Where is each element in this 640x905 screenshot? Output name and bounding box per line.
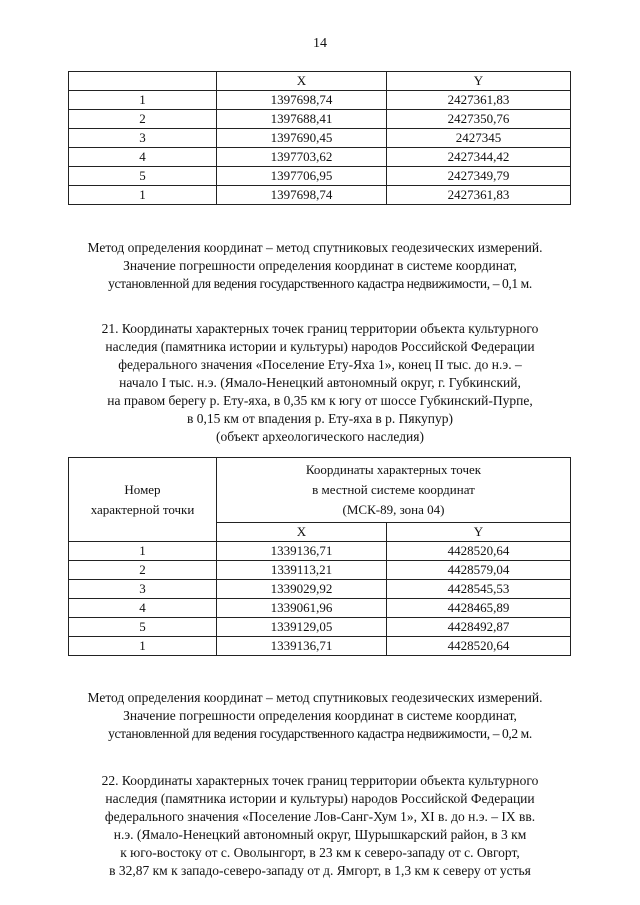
- coordinates-table-2: [68, 457, 571, 656]
- table-row: [69, 91, 571, 110]
- method-line-3: установленной для ведения государственного кадастра недвижимости, – 0,2 м.: [108, 726, 532, 741]
- method-line-3: установленной для ведения государственного кадастра недвижимости, – 0,1 м.: [108, 276, 532, 291]
- y-value: 4428520,64: [387, 637, 571, 656]
- heading-line: федерального значения «Поселение Лов-Санг-Хум 1», XI в. до н.э. – IX вв.: [104, 809, 536, 824]
- header-cell-y: Y: [387, 523, 571, 542]
- section-21-heading: [0, 320, 640, 446]
- table-row: [69, 148, 571, 167]
- y-value: 2427345: [387, 129, 571, 148]
- table-row: [69, 561, 571, 580]
- x-value: 1397698,74: [217, 91, 387, 110]
- point-number-header-line-2: характерной точки: [90, 501, 195, 517]
- table-row: [69, 167, 571, 186]
- x-value: 1339136,71: [217, 637, 387, 656]
- x-value: 1339061,96: [217, 599, 387, 618]
- point-number: 4: [69, 148, 217, 167]
- heading-line: на правом берегу р. Ету-яха, в 0,35 км к югу от шоссе Губкинский-Пурпе,: [107, 393, 533, 408]
- heading-line: н.э. (Ямало-Ненецкий автономный округ, Шурышкарский район, в 3 км: [113, 827, 527, 842]
- x-value: 1339029,92: [217, 580, 387, 599]
- y-value: 4428492,87: [387, 618, 571, 637]
- method-line-2: Значение погрешности определения координат в системе координат,: [123, 258, 517, 273]
- y-value: 2427344,42: [387, 148, 571, 167]
- coordinates-group-header: [217, 458, 571, 523]
- heading-line: в 32,87 км к западо-северо-западу от д. Ямгорт, в 1,3 км к северу от устья: [109, 863, 531, 878]
- heading-line: наследия (памятника истории и культуры) народов Российской Федерации: [105, 339, 535, 354]
- point-number: 5: [69, 167, 217, 186]
- point-number-header-line-1: Номер: [124, 481, 161, 497]
- y-value: 2427361,83: [387, 186, 571, 205]
- group-header-line-2: в местной системе координат: [312, 482, 475, 497]
- group-header-line-1: Координаты характерных точек: [305, 462, 482, 477]
- y-value: 4428465,89: [387, 599, 571, 618]
- point-number: 2: [69, 110, 217, 129]
- table-row: [69, 618, 571, 637]
- header-cell-x: X: [217, 523, 387, 542]
- heading-line: 22. Координаты характерных точек границ территории объекта культурного: [101, 773, 539, 788]
- x-value: 1339113,21: [217, 561, 387, 580]
- table-row: [69, 542, 571, 561]
- point-number: 3: [69, 580, 217, 599]
- point-number: 1: [69, 186, 217, 205]
- method-line-1: Метод определения координат – метод спутниковых геодезических измерений.: [87, 690, 543, 705]
- method-line-2: Значение погрешности определения координат в системе координат,: [123, 708, 517, 723]
- point-number: 3: [69, 129, 217, 148]
- point-number-header: [69, 458, 217, 542]
- y-value: 4428520,64: [387, 542, 571, 561]
- header-cell-number: [69, 72, 217, 91]
- header-cell-x: X: [217, 72, 387, 91]
- method-note-2: [0, 689, 640, 743]
- table-row: [69, 580, 571, 599]
- point-number: 4: [69, 599, 217, 618]
- x-value: 1339136,71: [217, 542, 387, 561]
- x-value: 1397690,45: [217, 129, 387, 148]
- heading-line: (объект археологического наследия): [216, 429, 424, 444]
- x-value: 1397698,74: [217, 186, 387, 205]
- page-number: 14: [313, 36, 327, 51]
- table-header-row: [69, 72, 571, 91]
- heading-line: федерального значения «Поселение Ету-Яха 1», конец II тыс. до н.э. –: [118, 357, 522, 372]
- x-value: 1397688,41: [217, 110, 387, 129]
- table-row: [69, 186, 571, 205]
- point-number: 1: [69, 637, 217, 656]
- method-line-1: Метод определения координат – метод спутниковых геодезических измерений.: [87, 240, 543, 255]
- table-header-row: [69, 458, 571, 523]
- y-value: 2427350,76: [387, 110, 571, 129]
- point-number: 1: [69, 91, 217, 110]
- x-value: 1339129,05: [217, 618, 387, 637]
- x-value: 1397703,62: [217, 148, 387, 167]
- section-22-heading: [0, 772, 640, 880]
- table-row: [69, 129, 571, 148]
- y-value: 4428579,04: [387, 561, 571, 580]
- point-number: 2: [69, 561, 217, 580]
- point-number: 1: [69, 542, 217, 561]
- heading-line: к юго-востоку от с. Оволынгорт, в 23 км к северо-западу от с. Овгорт,: [120, 845, 520, 860]
- heading-line: 21. Координаты характерных точек границ территории объекта культурного: [101, 321, 539, 336]
- group-header-line-3: (МСК-89, зона 04): [342, 502, 445, 517]
- heading-line: наследия (памятника истории и культуры) народов Российской Федерации: [105, 791, 535, 806]
- method-note-1: [0, 239, 640, 293]
- table-row: [69, 599, 571, 618]
- heading-line: начало I тыс. н.э. (Ямало-Ненецкий автономный округ, г. Губкинский,: [119, 375, 521, 390]
- y-value: 2427349,79: [387, 167, 571, 186]
- y-value: 2427361,83: [387, 91, 571, 110]
- x-value: 1397706,95: [217, 167, 387, 186]
- header-cell-y: Y: [387, 72, 571, 91]
- y-value: 4428545,53: [387, 580, 571, 599]
- coordinates-table-1: [68, 71, 571, 205]
- table-row: [69, 110, 571, 129]
- heading-line: в 0,15 км от впадения р. Ету-яха в р. Пякупур): [187, 411, 453, 426]
- point-number: 5: [69, 618, 217, 637]
- table-row: [69, 637, 571, 656]
